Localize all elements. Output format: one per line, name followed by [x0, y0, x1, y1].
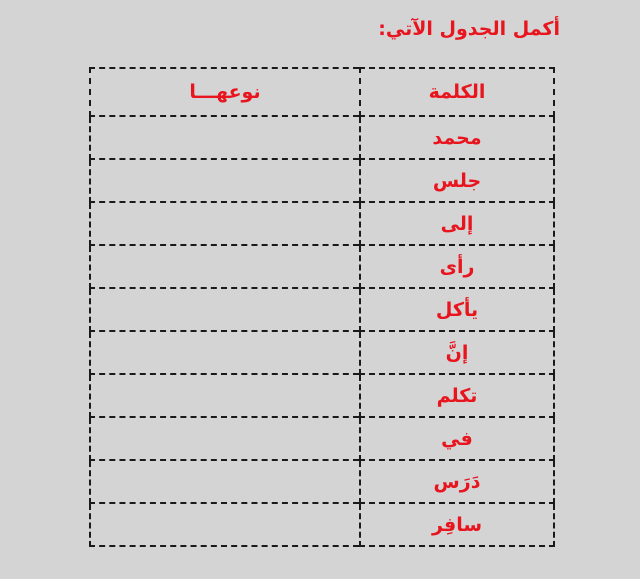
type-answer-cell[interactable] — [90, 503, 360, 546]
table-row — [90, 374, 554, 417]
table-row — [90, 460, 554, 503]
table-row — [90, 417, 554, 460]
word-cell: في — [360, 417, 554, 460]
type-answer-cell[interactable] — [90, 202, 360, 245]
type-answer-cell[interactable] — [90, 159, 360, 202]
header-type: نوعهـــا — [90, 68, 360, 116]
type-answer-cell[interactable] — [90, 245, 360, 288]
word-cell: يأكل — [360, 288, 554, 331]
table-row — [90, 245, 554, 288]
word-cell: إلى — [360, 202, 554, 245]
table-row — [90, 331, 554, 374]
word-cell: جلس — [360, 159, 554, 202]
word-cell: سافِر — [360, 503, 554, 546]
table-row — [90, 116, 554, 159]
type-answer-cell[interactable] — [90, 374, 360, 417]
word-cell: رأى — [360, 245, 554, 288]
word-cell: تكلم — [360, 374, 554, 417]
header-word: الكلمة — [360, 68, 554, 116]
words-table — [89, 67, 555, 547]
word-cell: دَرَس — [360, 460, 554, 503]
type-answer-cell[interactable] — [90, 460, 360, 503]
table-row — [90, 503, 554, 546]
table-row — [90, 159, 554, 202]
word-cell: إنَّ — [360, 331, 554, 374]
type-answer-cell[interactable] — [90, 331, 360, 374]
table-row — [90, 202, 554, 245]
type-answer-cell[interactable] — [90, 288, 360, 331]
table-header-row — [90, 68, 554, 116]
type-answer-cell[interactable] — [90, 417, 360, 460]
instruction-text: أكمل الجدول الآتي: — [378, 18, 560, 40]
word-cell: محمد — [360, 116, 554, 159]
type-answer-cell[interactable] — [90, 116, 360, 159]
table-row — [90, 288, 554, 331]
